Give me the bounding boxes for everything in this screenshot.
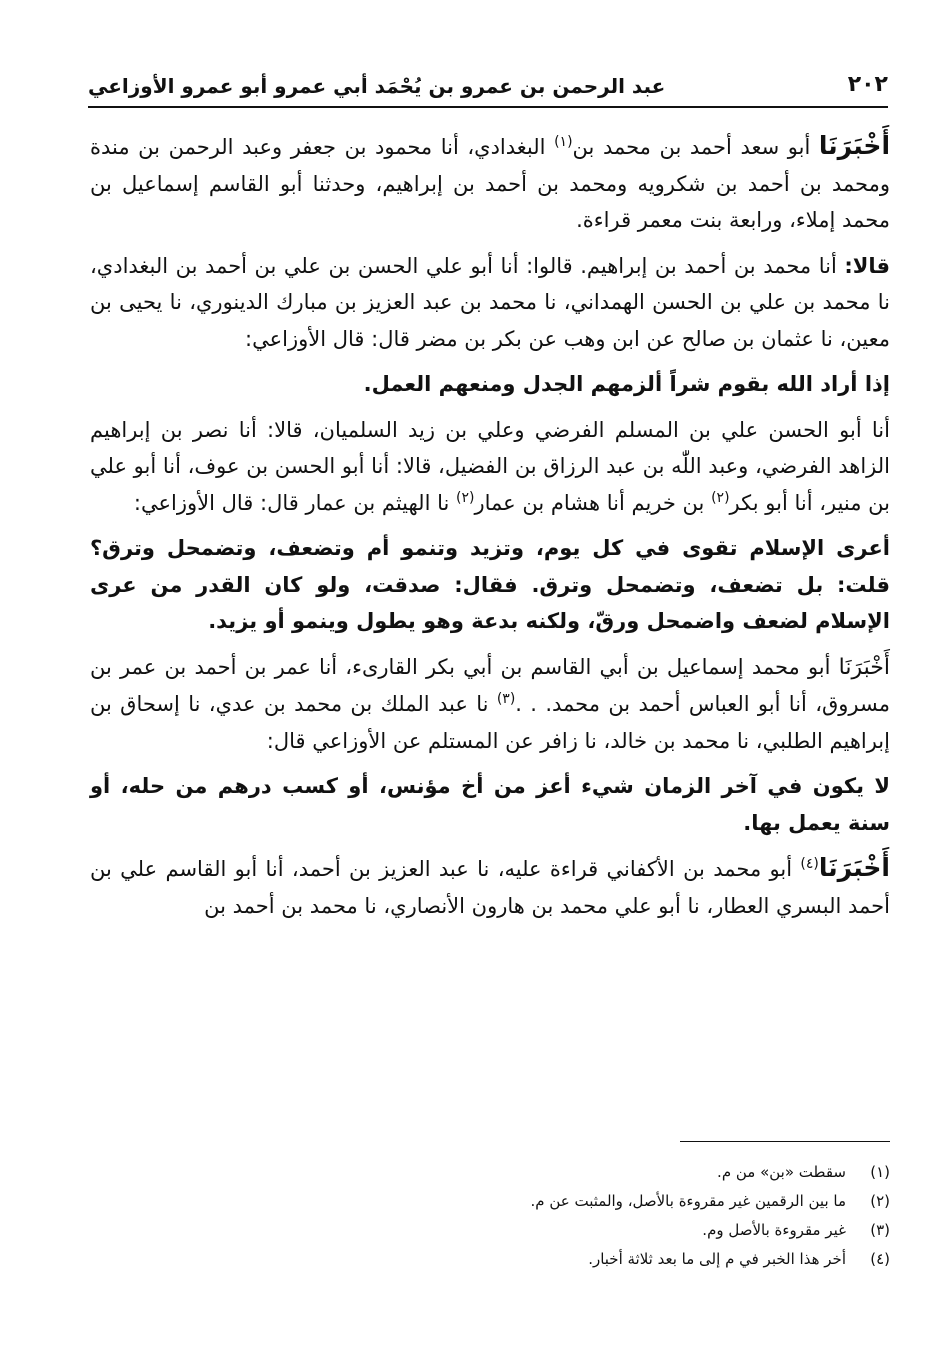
- quote-1: إذا أراد الله بقوم شراً ألزمهم الجدل ومنعهم العمل.: [363, 372, 890, 396]
- paragraph-text: نا عبد الملك بن محمد بن عدي، نا إسحاق بن إبراهيم الطلبي، نا محمد بن خالد، نا زافر عن المستلم عن الأوزاعي قال:: [90, 692, 890, 753]
- footnote-marker: (٢): [711, 489, 730, 506]
- paragraph-4: [90, 649, 890, 760]
- paragraph-2: [90, 248, 890, 358]
- footnote-number: (٤): [870, 1250, 890, 1268]
- paragraph-text: البغدادي، أنا محمود بن جعفر وعبد الرحمن بن مندة ومحمد بن أحمد بن شكرويه ومحمد بن أحمد بن إبراهيم، وحدثنا أبو القاسم إسماعيل بن محمد إملاء، ورابعة بنت معمر قراءة.: [90, 135, 890, 232]
- paragraph-text: أنا أبو الحسن علي بن المسلم الفرضي وعلي بن زيد السلميان، قالا: أنا نصر بن إبراهيم الزاهد الفرضي، وعبد اللّٰه بن عبد الرزاق بن الفضيل، قالا: أنا أبو الحسن بن عوف، أنا أبو علي بن منير، أنا أبو بكر: [90, 417, 890, 515]
- paragraph-text: بن خريم أنا هشام بن عمار: [474, 490, 712, 515]
- footnote-marker: (٣): [496, 691, 516, 707]
- main-text: [90, 128, 890, 933]
- quote-2: أعرى الإسلام تقوى في كل يوم، وتزيد وتنمو أم وتضعف، وتضمحل وترق؟ قلت: بل تضعف، وتضمحل وترق. فقال: صدقت، ولو كان القدر من عرى الإسلام لضعف واضمحل ورقّ، ولكنه بدعة وهو يطول وينمو أو يزيد.: [90, 536, 890, 633]
- footnote: [300, 1158, 890, 1187]
- akhbarana-heading: أَخْبَرَنَا: [838, 654, 890, 680]
- footnote-number: (١): [870, 1163, 890, 1181]
- footnote: [300, 1216, 890, 1245]
- paragraph-text: أبو محمد بن الأكفاني قراءة عليه، نا عبد العزيز بن أحمد، أنا أبو القاسم علي بن أحمد البسري العطار، نا أبو علي محمد بن هارون الأنصاري، نا محمد بن أحمد بن: [90, 857, 890, 918]
- akhbarana-heading: أَخْبَرَنَا: [818, 853, 890, 882]
- paragraph-text: أنا محمد بن أحمد بن إبراهيم. قالوا: أنا أبو علي الحسن بن علي بن أحمد بن البغدادي، نا محمد بن علي بن الحسن الهمداني، نا محمد بن عبد العزيز بن مبارك الدينوري، نا يحيى بن معين، نا عثمان بن صالح عن ابن وهب عن بكر بن مضر قال: قال الأوزاعي:: [90, 253, 890, 351]
- footnotes: [300, 1158, 890, 1274]
- footnote-divider: [680, 1141, 890, 1142]
- footnote-text: سقطت «بن» من م.: [717, 1163, 846, 1181]
- paragraph-3: [90, 412, 890, 522]
- paragraph-text: نا الهيثم بن عمار قال: قال الأوزاعي:: [133, 490, 456, 515]
- akhbarana-heading: أَخْبَرَنَا: [818, 131, 891, 160]
- page-header: [88, 66, 888, 108]
- footnote-text: غير مقروءة بالأصل وم.: [702, 1221, 846, 1239]
- footnote-text: ما بين الرقمين غير مقروءة بالأصل، والمثبت عن م.: [530, 1192, 846, 1210]
- running-title: عبد الرحمن بن عمرو بن يُحْمَد أبي عمرو أبو عمرو الأوزاعي: [88, 74, 666, 98]
- page-number: ٢٠٢: [847, 72, 888, 97]
- paragraph-text: أبو محمد إسماعيل بن أبي القاسم بن أبي بكر القارىء، أنا عمر بن أحمد بن عمر بن مسروق، أنا أبو العباس أحمد بن محمد. . .: [90, 654, 891, 716]
- footnote: [300, 1187, 890, 1216]
- quote-3: لا يكون في آخر الزمان شيء أعز من أخ مؤنس، أو كسب درهم من حله، أو سنة يعمل بها.: [90, 774, 890, 835]
- footnote-marker: (٤): [800, 856, 819, 872]
- footnote-text: أخر هذا الخبر في م إلى ما بعد ثلاثة أخبار.: [588, 1250, 846, 1268]
- paragraph-text: أبو سعد أحمد بن محمد بن: [572, 135, 819, 159]
- footnote-number: (٣): [870, 1221, 890, 1239]
- footnote-marker: (٢): [456, 489, 475, 506]
- footnote-number: (٢): [870, 1192, 890, 1210]
- paragraph-1: [90, 128, 890, 239]
- footnote: [300, 1245, 890, 1274]
- qala-label: قالا:: [844, 253, 890, 278]
- footnote-marker: (١): [554, 134, 573, 150]
- paragraph-5: [90, 850, 890, 924]
